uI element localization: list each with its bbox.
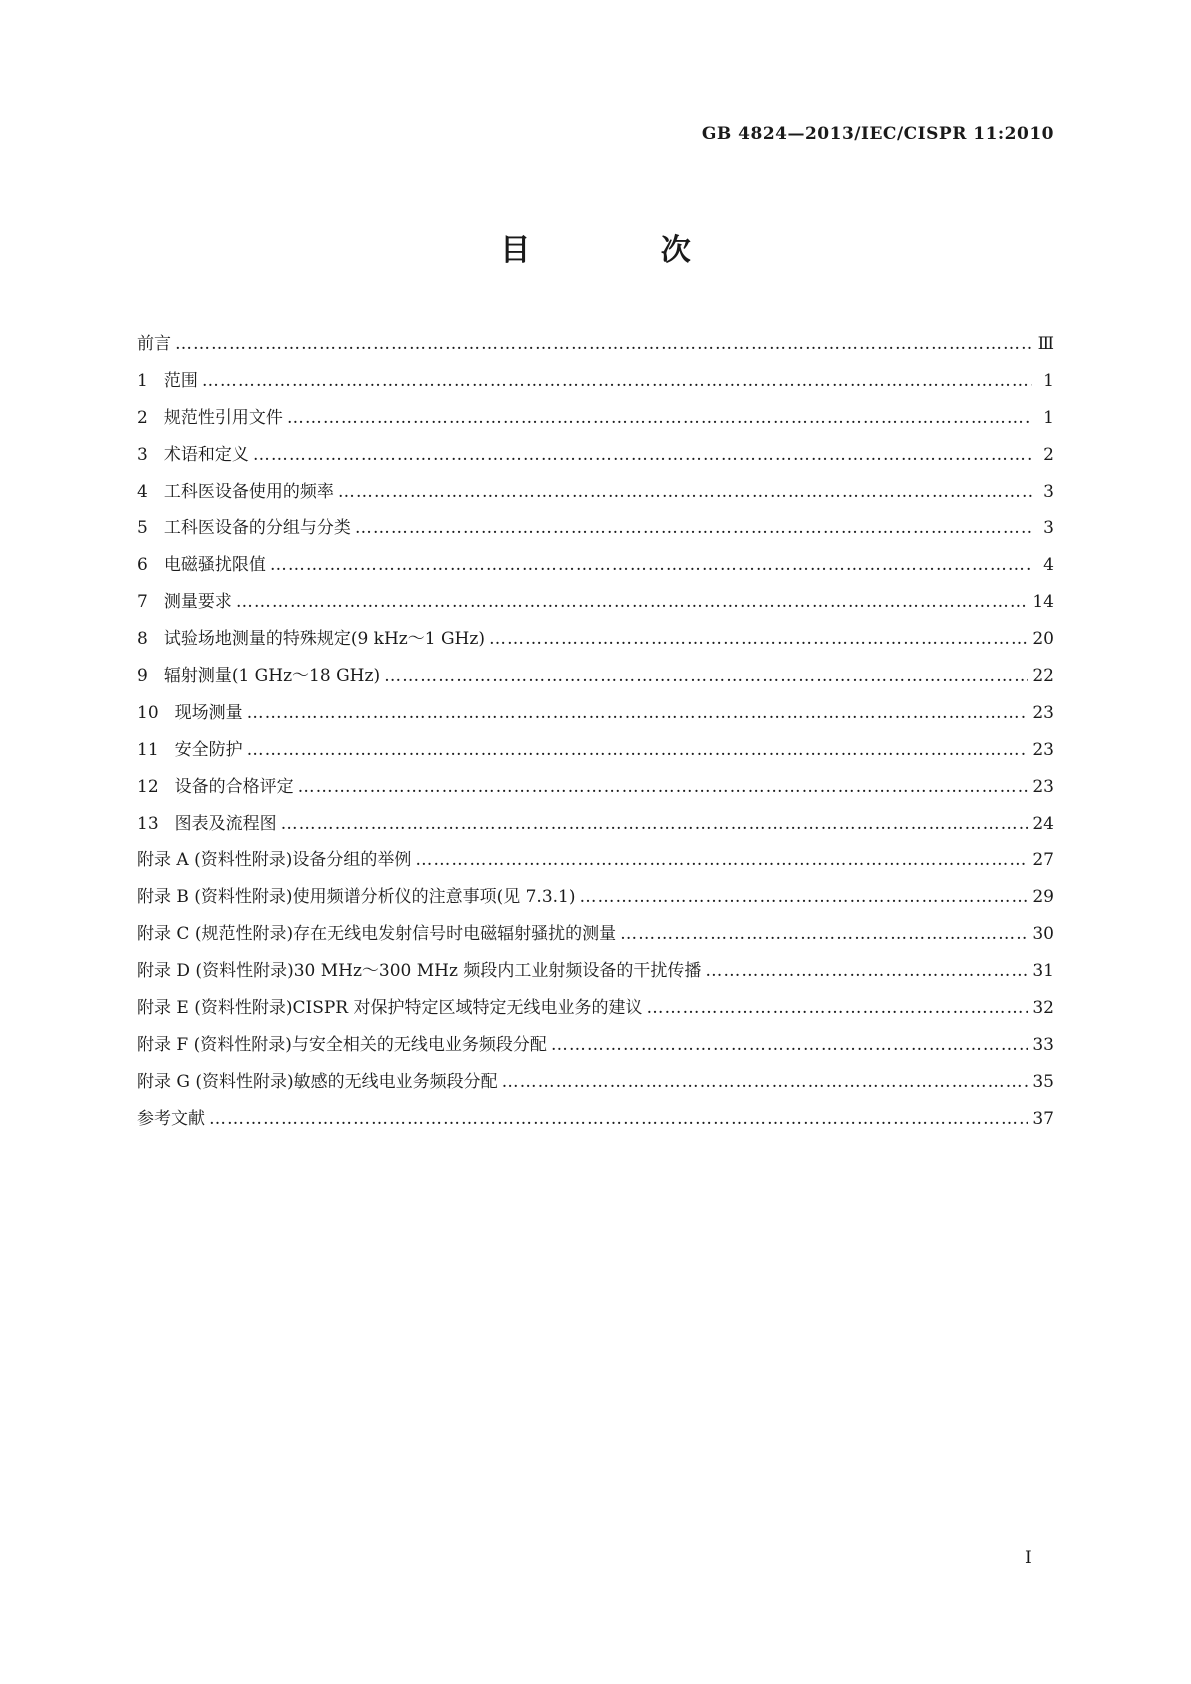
toc-entry[interactable] <box>137 732 1054 769</box>
toc-entry-number: 9 <box>137 666 148 687</box>
toc-entry-label: 电磁骚扰限值 <box>163 555 266 576</box>
toc-entry-page: 23 <box>1032 702 1054 723</box>
toc-entry-page: 4 <box>1043 555 1054 576</box>
toc-entry-label: 设备的合格评定 <box>174 776 294 797</box>
toc-entry-label: 附录 C (规范性附录)存在无线电发射信号时电磁辐射骚扰的测量 <box>137 924 617 945</box>
toc-entry[interactable] <box>137 842 1054 879</box>
toc-entry-label: 测量要求 <box>163 592 232 613</box>
toc-entry-label: 附录 F (资料性附录)与安全相关的无线电业务频段分配 <box>137 1034 547 1055</box>
toc-entry[interactable] <box>137 658 1054 695</box>
toc-entry[interactable] <box>137 584 1054 621</box>
toc-entry-label: 附录 B (资料性附录)使用频谱分析仪的注意事项(见 7.3.1) <box>137 887 576 908</box>
toc-entry-number: 3 <box>137 444 148 465</box>
toc-entry[interactable] <box>137 621 1054 658</box>
toc-entry-label: 术语和定义 <box>163 444 249 465</box>
toc-leader-dots <box>236 584 1029 621</box>
toc-entry-number: 13 <box>137 813 159 834</box>
toc-leader-dots <box>502 1064 1029 1101</box>
toc-leader-dots <box>705 953 1028 990</box>
toc-leader-dots <box>580 879 1029 916</box>
toc-entry-page: 3 <box>1043 518 1054 539</box>
toc-leader-dots <box>620 916 1028 953</box>
page-title: 目 次 <box>500 233 751 268</box>
toc-leader-dots <box>175 326 1032 363</box>
toc-entry[interactable] <box>137 510 1054 547</box>
toc-entry-page: 22 <box>1032 666 1054 687</box>
toc-leader-dots <box>287 400 1032 437</box>
toc-entry-label: 安全防护 <box>174 739 243 760</box>
toc-leader-dots <box>281 806 1029 843</box>
toc-leader-dots <box>355 510 1032 547</box>
toc-entry-label: 附录 E (资料性附录)CISPR 对保护特定区域特定无线电业务的建议 <box>137 998 643 1019</box>
toc-entry-label: 辐射测量(1 GHz～18 GHz) <box>163 666 381 687</box>
toc-entry-page: 27 <box>1032 850 1054 871</box>
toc-entry-label: 规范性引用文件 <box>163 407 283 428</box>
toc-entry-page: 31 <box>1032 961 1054 982</box>
toc-entry-label: 参考文献 <box>137 1108 205 1129</box>
toc-leader-dots <box>415 842 1028 879</box>
toc-entry[interactable] <box>137 695 1054 732</box>
standard-code: GB 4824—2013/IEC/CISPR 11:2010 <box>701 124 1054 144</box>
toc-entry[interactable] <box>137 437 1054 474</box>
toc-leader-dots <box>647 990 1029 1027</box>
toc-leader-dots <box>338 474 1032 511</box>
toc-entry-page: 24 <box>1032 813 1054 834</box>
toc-entry-page: 30 <box>1032 924 1054 945</box>
toc-entry[interactable] <box>137 400 1054 437</box>
toc-entry-page: 20 <box>1032 629 1054 650</box>
toc-entry-page: 23 <box>1032 776 1054 797</box>
toc-entry-page: 2 <box>1043 444 1054 465</box>
toc-leader-dots <box>489 621 1028 658</box>
toc-entry[interactable] <box>137 363 1054 400</box>
toc-entry-label: 图表及流程图 <box>174 813 277 834</box>
toc-entry-number: 2 <box>137 407 148 428</box>
toc-entry-page: 29 <box>1032 887 1054 908</box>
toc-entry[interactable] <box>137 769 1054 806</box>
toc-leader-dots <box>209 1101 1028 1138</box>
toc-entry-page: Ⅲ <box>1037 334 1054 354</box>
page-number: I <box>1025 1548 1032 1568</box>
toc-entry[interactable] <box>137 474 1054 511</box>
toc-entry[interactable] <box>137 326 1054 363</box>
toc-entry-number: 1 <box>137 370 148 391</box>
toc-entry-number: 12 <box>137 776 159 797</box>
toc-entry[interactable] <box>137 1064 1054 1101</box>
toc-entry-label: 范围 <box>163 370 198 391</box>
toc-entry-label: 工科医设备的分组与分类 <box>163 518 351 539</box>
toc-entry-number: 4 <box>137 481 148 502</box>
toc-entry-page: 23 <box>1032 739 1054 760</box>
table-of-contents <box>137 326 1054 1138</box>
toc-entry-page: 1 <box>1043 370 1054 391</box>
toc-entry-label: 前言 <box>137 334 171 354</box>
toc-entry-label: 附录 A (资料性附录)设备分组的举例 <box>137 850 412 871</box>
toc-leader-dots <box>551 1027 1028 1064</box>
toc-entry[interactable] <box>137 1101 1054 1138</box>
toc-entry-label: 试验场地测量的特殊规定(9 kHz～1 GHz) <box>163 629 485 650</box>
toc-entry[interactable] <box>137 953 1054 990</box>
toc-leader-dots <box>384 658 1028 695</box>
toc-entry[interactable] <box>137 806 1054 843</box>
toc-entry-page: 14 <box>1032 592 1054 613</box>
toc-entry[interactable] <box>137 1027 1054 1064</box>
toc-entry[interactable] <box>137 547 1054 584</box>
toc-entry-label: 现场测量 <box>174 702 243 723</box>
toc-entry[interactable] <box>137 879 1054 916</box>
toc-entry-page: 37 <box>1032 1108 1054 1129</box>
toc-leader-dots <box>247 695 1029 732</box>
toc-entry-label: 工科医设备使用的频率 <box>163 481 334 502</box>
toc-entry-page: 35 <box>1032 1071 1054 1092</box>
toc-entry-page: 32 <box>1032 998 1054 1019</box>
toc-leader-dots <box>247 732 1029 769</box>
toc-entry-number: 10 <box>137 702 159 723</box>
toc-entry-page: 1 <box>1043 407 1054 428</box>
toc-entry-number: 6 <box>137 555 148 576</box>
toc-leader-dots <box>253 437 1032 474</box>
toc-entry-number: 7 <box>137 592 148 613</box>
toc-leader-dots <box>202 363 1032 400</box>
toc-entry-number: 8 <box>137 629 148 650</box>
toc-entry[interactable] <box>137 916 1054 953</box>
toc-leader-dots <box>298 769 1029 806</box>
toc-entry-page: 33 <box>1032 1034 1054 1055</box>
toc-entry-page: 3 <box>1043 481 1054 502</box>
toc-entry-label: 附录 G (资料性附录)敏感的无线电业务频段分配 <box>137 1071 498 1092</box>
toc-entry[interactable] <box>137 990 1054 1027</box>
toc-leader-dots <box>270 547 1032 584</box>
toc-entry-label: 附录 D (资料性附录)30 MHz～300 MHz 频段内工业射频设备的干扰传播 <box>137 961 702 982</box>
toc-entry-number: 11 <box>137 739 159 760</box>
toc-entry-number: 5 <box>137 518 148 539</box>
